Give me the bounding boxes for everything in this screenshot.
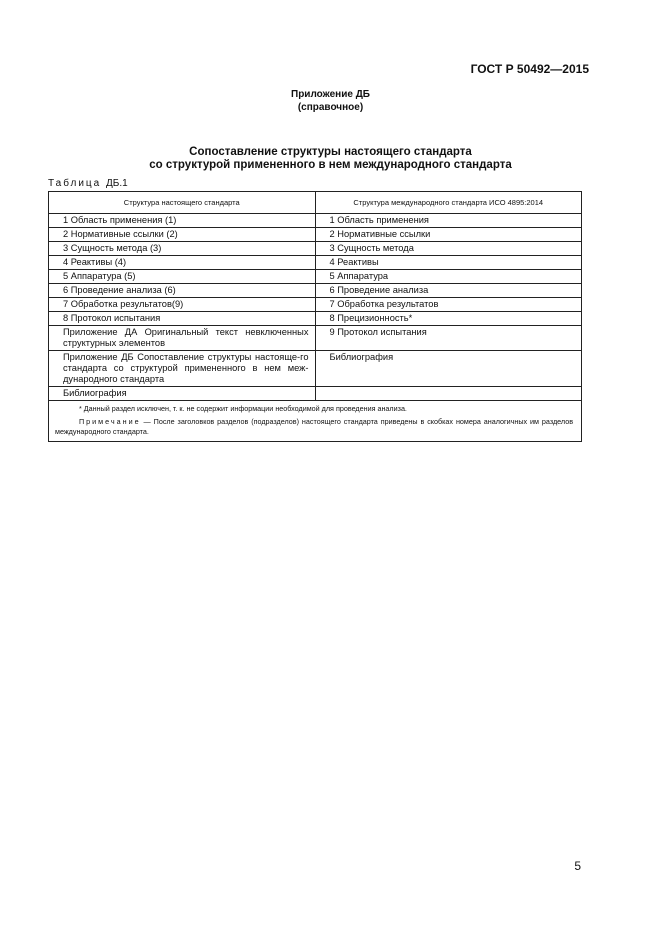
table-cell-current: Библиография	[49, 387, 316, 401]
table-row	[49, 312, 582, 326]
table-cell-international: 1 Область применения	[315, 214, 582, 228]
table-cell-current: 3 Сущность метода (3)	[49, 242, 316, 256]
table-row	[49, 351, 582, 387]
table-cell-international: 8 Прецизионность*	[315, 312, 582, 326]
table-cell-current: Приложение ДА Оригинальный текст невключенных структурных элементов	[49, 326, 316, 351]
table-row	[49, 270, 582, 284]
comparison-table	[48, 191, 582, 442]
table-cell-international: 7 Обработка результатов	[315, 298, 582, 312]
table-cell-current: 2 Нормативные ссылки (2)	[49, 228, 316, 242]
note-text: — После заголовков разделов (подразделов) настоящего стандарта приведены в скобках номера аналогичных им разделов международного стандарта.	[55, 417, 574, 436]
document-title	[0, 146, 661, 172]
note-label: Примечание	[79, 417, 141, 426]
table-cell-international	[315, 387, 582, 401]
table-cell-current: 4 Реактивы (4)	[49, 256, 316, 270]
page-number: 5	[574, 859, 581, 873]
table-caption-prefix: Таблица	[48, 178, 102, 189]
table-header-row	[49, 192, 582, 214]
column-header-international-standard: Структура международного стандарта ИСО 4895:2014	[315, 192, 582, 214]
table-row	[49, 256, 582, 270]
table-cell-international: 9 Протокол испытания	[315, 326, 582, 351]
table-cell-current: Приложение ДБ Сопоставление структуры настояще-го стандарта со структурой примененного в нем меж-дународного стандарта	[49, 351, 316, 387]
appendix-heading	[0, 88, 661, 114]
table-notes	[49, 401, 582, 442]
column-header-current-standard: Структура настоящего стандарта	[49, 192, 316, 214]
table-cell-international: 2 Нормативные ссылки	[315, 228, 582, 242]
table-row	[49, 284, 582, 298]
table-row	[49, 387, 582, 401]
table-footnote: * Данный раздел исключен, т. к. не содержит информации необходимой для проведения анализа.	[79, 404, 407, 413]
table-cell-current: 1 Область применения (1)	[49, 214, 316, 228]
appendix-subtitle: (справочное)	[297, 102, 364, 113]
table-cell-international: 3 Сущность метода	[315, 242, 582, 256]
standard-code: ГОСТ Р 50492—2015	[470, 62, 589, 76]
table-cell-current: 8 Протокол испытания	[49, 312, 316, 326]
table-row	[49, 214, 582, 228]
table-cell-current: 7 Обработка результатов(9)	[49, 298, 316, 312]
table-cell-international: 6 Проведение анализа	[315, 284, 582, 298]
table-cell-international: 4 Реактивы	[315, 256, 582, 270]
table-row	[49, 298, 582, 312]
table-caption	[48, 178, 128, 189]
table-row	[49, 326, 582, 351]
table-row	[49, 242, 582, 256]
table-notes-row	[49, 401, 582, 442]
document-title-line-2: со структурой примененного в нем международного стандарта	[149, 159, 512, 171]
table-note	[55, 417, 573, 437]
table-caption-number: ДБ.1	[106, 178, 128, 189]
table-cell-current: 5 Аппаратура (5)	[49, 270, 316, 284]
document-title-line-1: Сопоставление структуры настоящего стандарта	[189, 146, 472, 158]
table-cell-international: 5 Аппаратура	[315, 270, 582, 284]
table-cell-current: 6 Проведение анализа (6)	[49, 284, 316, 298]
appendix-title: Приложение ДБ	[291, 89, 370, 100]
table-cell-international: Библиография	[315, 351, 582, 387]
table-row	[49, 228, 582, 242]
